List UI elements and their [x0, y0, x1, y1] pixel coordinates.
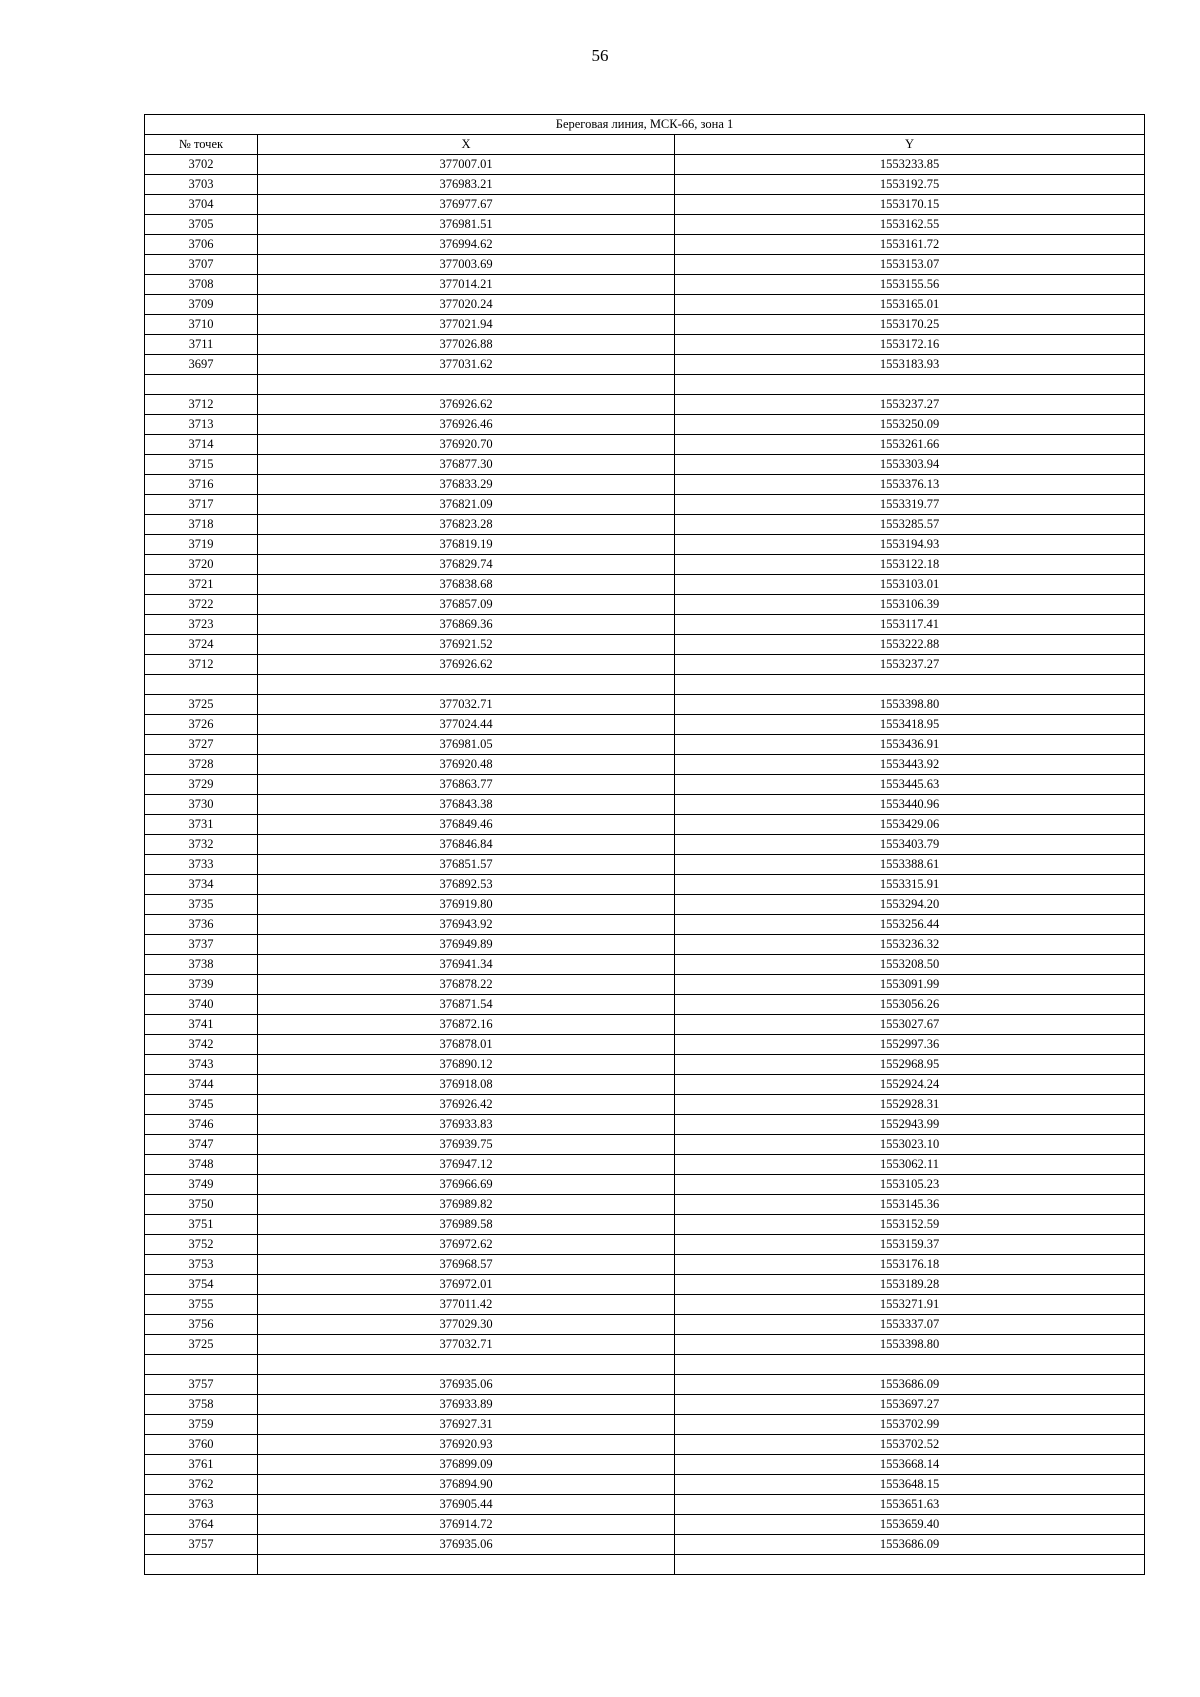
- x-cell: [258, 675, 675, 695]
- point-number-cell: 3761: [145, 1455, 258, 1475]
- y-cell: 1553256.44: [675, 915, 1145, 935]
- x-cell: 377003.69: [258, 255, 675, 275]
- x-cell: 376972.01: [258, 1275, 675, 1295]
- table-body: [145, 155, 1145, 1575]
- table-row: [145, 375, 1145, 395]
- x-cell: 376981.05: [258, 735, 675, 755]
- point-number-cell: 3710: [145, 315, 258, 335]
- y-cell: 1553159.37: [675, 1235, 1145, 1255]
- table-row: [145, 1375, 1145, 1395]
- x-cell: 376989.82: [258, 1195, 675, 1215]
- point-number-cell: [145, 375, 258, 395]
- x-cell: 377024.44: [258, 715, 675, 735]
- point-number-cell: 3712: [145, 395, 258, 415]
- y-cell: 1553153.07: [675, 255, 1145, 275]
- point-number-cell: 3756: [145, 1315, 258, 1335]
- point-number-cell: 3703: [145, 175, 258, 195]
- table-row: [145, 1195, 1145, 1215]
- table-row: [145, 1295, 1145, 1315]
- table-row: [145, 835, 1145, 855]
- point-number-cell: 3716: [145, 475, 258, 495]
- y-cell: 1553294.20: [675, 895, 1145, 915]
- x-cell: 376981.51: [258, 215, 675, 235]
- table-row: [145, 1155, 1145, 1175]
- table-row: [145, 1515, 1145, 1535]
- table-row: [145, 355, 1145, 375]
- x-cell: [258, 1355, 675, 1375]
- x-cell: [258, 375, 675, 395]
- x-cell: 377007.01: [258, 155, 675, 175]
- table-row: [145, 1355, 1145, 1375]
- table-row: [145, 1215, 1145, 1235]
- table-row: [145, 1455, 1145, 1475]
- table-row: [145, 895, 1145, 915]
- y-cell: 1553443.92: [675, 755, 1145, 775]
- table-row: [145, 275, 1145, 295]
- x-cell: 376849.46: [258, 815, 675, 835]
- y-cell: 1553189.28: [675, 1275, 1145, 1295]
- y-cell: 1552968.95: [675, 1055, 1145, 1075]
- x-cell: 376935.06: [258, 1535, 675, 1555]
- point-number-cell: 3728: [145, 755, 258, 775]
- x-cell: 376983.21: [258, 175, 675, 195]
- y-cell: 1553668.14: [675, 1455, 1145, 1475]
- y-cell: 1553103.01: [675, 575, 1145, 595]
- x-cell: 376843.38: [258, 795, 675, 815]
- y-cell: 1553388.61: [675, 855, 1145, 875]
- x-cell: 376926.62: [258, 655, 675, 675]
- y-cell: 1553436.91: [675, 735, 1145, 755]
- x-cell: 376968.57: [258, 1255, 675, 1275]
- y-cell: 1553398.80: [675, 695, 1145, 715]
- y-cell: 1553152.59: [675, 1215, 1145, 1235]
- y-cell: 1553222.88: [675, 635, 1145, 655]
- table-row: [145, 1255, 1145, 1275]
- point-number-cell: 3751: [145, 1215, 258, 1235]
- y-cell: 1553161.72: [675, 235, 1145, 255]
- table-row: [145, 935, 1145, 955]
- point-number-cell: 3727: [145, 735, 258, 755]
- point-number-cell: 3758: [145, 1395, 258, 1415]
- x-cell: 376933.83: [258, 1115, 675, 1135]
- table-row: [145, 535, 1145, 555]
- point-number-cell: 3711: [145, 335, 258, 355]
- table-row: [145, 655, 1145, 675]
- x-cell: 377011.42: [258, 1295, 675, 1315]
- table-row: [145, 295, 1145, 315]
- y-cell: 1553155.56: [675, 275, 1145, 295]
- table-title-row: [145, 115, 1145, 135]
- point-number-cell: 3748: [145, 1155, 258, 1175]
- x-cell: 376926.42: [258, 1095, 675, 1115]
- y-cell: 1553056.26: [675, 995, 1145, 1015]
- x-cell: 376838.68: [258, 575, 675, 595]
- x-cell: 376823.28: [258, 515, 675, 535]
- point-number-cell: 3742: [145, 1035, 258, 1055]
- y-cell: 1552943.99: [675, 1115, 1145, 1135]
- table-row: [145, 1535, 1145, 1555]
- point-number-cell: 3718: [145, 515, 258, 535]
- table-row: [145, 455, 1145, 475]
- point-number-cell: 3723: [145, 615, 258, 635]
- table-row: [145, 495, 1145, 515]
- y-cell: 1553697.27: [675, 1395, 1145, 1415]
- y-cell: 1553091.99: [675, 975, 1145, 995]
- point-number-cell: 3738: [145, 955, 258, 975]
- column-header-point-number: № точек: [145, 135, 258, 155]
- point-number-cell: 3737: [145, 935, 258, 955]
- point-number-cell: 3746: [145, 1115, 258, 1135]
- y-cell: 1552924.24: [675, 1075, 1145, 1095]
- table-row: [145, 855, 1145, 875]
- point-number-cell: 3702: [145, 155, 258, 175]
- point-number-cell: 3764: [145, 1515, 258, 1535]
- x-cell: 377020.24: [258, 295, 675, 315]
- point-number-cell: 3760: [145, 1435, 258, 1455]
- x-cell: 377026.88: [258, 335, 675, 355]
- point-number-cell: 3717: [145, 495, 258, 515]
- y-cell: 1553172.16: [675, 335, 1145, 355]
- table-row: [145, 1495, 1145, 1515]
- y-cell: 1553027.67: [675, 1015, 1145, 1035]
- point-number-cell: 3755: [145, 1295, 258, 1315]
- y-cell: 1553315.91: [675, 875, 1145, 895]
- x-cell: 376941.34: [258, 955, 675, 975]
- y-cell: 1553236.32: [675, 935, 1145, 955]
- table-row: [145, 1015, 1145, 1035]
- y-cell: 1553440.96: [675, 795, 1145, 815]
- y-cell: 1553429.06: [675, 815, 1145, 835]
- x-cell: [258, 1555, 675, 1575]
- x-cell: 376933.89: [258, 1395, 675, 1415]
- table-row: [145, 995, 1145, 1015]
- table-row: [145, 515, 1145, 535]
- point-number-cell: [145, 1555, 258, 1575]
- table-row: [145, 415, 1145, 435]
- x-cell: 376869.36: [258, 615, 675, 635]
- y-cell: 1553702.99: [675, 1415, 1145, 1435]
- y-cell: 1553192.75: [675, 175, 1145, 195]
- point-number-cell: 3752: [145, 1235, 258, 1255]
- x-cell: 376829.74: [258, 555, 675, 575]
- point-number-cell: 3712: [145, 655, 258, 675]
- y-cell: 1553183.93: [675, 355, 1145, 375]
- x-cell: 376947.12: [258, 1155, 675, 1175]
- x-cell: 376878.22: [258, 975, 675, 995]
- y-cell: 1553208.50: [675, 955, 1145, 975]
- table-row: [145, 755, 1145, 775]
- table-row: [145, 315, 1145, 335]
- y-cell: 1553105.23: [675, 1175, 1145, 1195]
- table-row: [145, 1315, 1145, 1335]
- table-row: [145, 175, 1145, 195]
- x-cell: 376926.62: [258, 395, 675, 415]
- y-cell: [675, 1355, 1145, 1375]
- table-row: [145, 1115, 1145, 1135]
- y-cell: [675, 675, 1145, 695]
- x-cell: 376872.16: [258, 1015, 675, 1035]
- page-number: 56: [591, 46, 609, 65]
- x-cell: 376846.84: [258, 835, 675, 855]
- point-number-cell: 3739: [145, 975, 258, 995]
- x-cell: 376819.19: [258, 535, 675, 555]
- table-row: [145, 875, 1145, 895]
- y-cell: 1553659.40: [675, 1515, 1145, 1535]
- y-cell: 1553319.77: [675, 495, 1145, 515]
- point-number-cell: 3753: [145, 1255, 258, 1275]
- x-cell: 376994.62: [258, 235, 675, 255]
- y-cell: 1553233.85: [675, 155, 1145, 175]
- table-row: [145, 395, 1145, 415]
- point-number-cell: 3720: [145, 555, 258, 575]
- point-number-cell: 3714: [145, 435, 258, 455]
- point-number-cell: 3719: [145, 535, 258, 555]
- x-cell: 376921.52: [258, 635, 675, 655]
- point-number-cell: 3759: [145, 1415, 258, 1435]
- y-cell: 1553651.63: [675, 1495, 1145, 1515]
- x-cell: 376939.75: [258, 1135, 675, 1155]
- x-cell: 376871.54: [258, 995, 675, 1015]
- y-cell: 1553445.63: [675, 775, 1145, 795]
- x-cell: 376989.58: [258, 1215, 675, 1235]
- x-cell: 376920.48: [258, 755, 675, 775]
- point-number-cell: 3705: [145, 215, 258, 235]
- point-number-cell: 3754: [145, 1275, 258, 1295]
- y-cell: 1553418.95: [675, 715, 1145, 735]
- y-cell: 1553122.18: [675, 555, 1145, 575]
- y-cell: 1553303.94: [675, 455, 1145, 475]
- x-cell: 376918.08: [258, 1075, 675, 1095]
- x-cell: 377031.62: [258, 355, 675, 375]
- x-cell: 376863.77: [258, 775, 675, 795]
- point-number-cell: 3747: [145, 1135, 258, 1155]
- x-cell: 377014.21: [258, 275, 675, 295]
- x-cell: 376927.31: [258, 1415, 675, 1435]
- table-row: [145, 1055, 1145, 1075]
- x-cell: 376833.29: [258, 475, 675, 495]
- table-row: [145, 435, 1145, 455]
- point-number-cell: 3729: [145, 775, 258, 795]
- point-number-cell: 3697: [145, 355, 258, 375]
- point-number-cell: 3726: [145, 715, 258, 735]
- point-number-cell: [145, 1355, 258, 1375]
- point-number-cell: 3740: [145, 995, 258, 1015]
- point-number-cell: [145, 675, 258, 695]
- point-number-cell: 3745: [145, 1095, 258, 1115]
- y-cell: 1553165.01: [675, 295, 1145, 315]
- table-header-row: [145, 135, 1145, 155]
- x-cell: 376966.69: [258, 1175, 675, 1195]
- table-row: [145, 695, 1145, 715]
- table-row: [145, 1175, 1145, 1195]
- table-row: [145, 1335, 1145, 1355]
- y-cell: 1552928.31: [675, 1095, 1145, 1115]
- y-cell: 1553023.10: [675, 1135, 1145, 1155]
- point-number-cell: 3725: [145, 1335, 258, 1355]
- x-cell: 376877.30: [258, 455, 675, 475]
- table-row: [145, 915, 1145, 935]
- point-number-cell: 3743: [145, 1055, 258, 1075]
- y-cell: 1553648.15: [675, 1475, 1145, 1495]
- table-title: Береговая линия, МСК-66, зона 1: [145, 115, 1145, 135]
- x-cell: 376905.44: [258, 1495, 675, 1515]
- table-row: [145, 955, 1145, 975]
- point-number-cell: 3732: [145, 835, 258, 855]
- point-number-cell: 3725: [145, 695, 258, 715]
- y-cell: 1553271.91: [675, 1295, 1145, 1315]
- y-cell: 1553261.66: [675, 435, 1145, 455]
- y-cell: 1553686.09: [675, 1535, 1145, 1555]
- coordinates-table: [144, 114, 1145, 1575]
- x-cell: 376914.72: [258, 1515, 675, 1535]
- table-row: [145, 795, 1145, 815]
- point-number-cell: 3709: [145, 295, 258, 315]
- y-cell: 1553403.79: [675, 835, 1145, 855]
- point-number-cell: 3708: [145, 275, 258, 295]
- y-cell: 1553250.09: [675, 415, 1145, 435]
- point-number-cell: 3704: [145, 195, 258, 215]
- x-cell: 377021.94: [258, 315, 675, 335]
- y-cell: 1553162.55: [675, 215, 1145, 235]
- x-cell: 377032.71: [258, 1335, 675, 1355]
- point-number-cell: 3730: [145, 795, 258, 815]
- point-number-cell: 3734: [145, 875, 258, 895]
- point-number-cell: 3744: [145, 1075, 258, 1095]
- table-row: [145, 475, 1145, 495]
- y-cell: 1553237.27: [675, 395, 1145, 415]
- table-row: [145, 635, 1145, 655]
- point-number-cell: 3757: [145, 1375, 258, 1395]
- point-number-cell: 3741: [145, 1015, 258, 1035]
- x-cell: 376878.01: [258, 1035, 675, 1055]
- table-row: [145, 715, 1145, 735]
- y-cell: 1553285.57: [675, 515, 1145, 535]
- point-number-cell: 3763: [145, 1495, 258, 1515]
- y-cell: 1553170.25: [675, 315, 1145, 335]
- x-cell: 376926.46: [258, 415, 675, 435]
- table-row: [145, 155, 1145, 175]
- table-row: [145, 335, 1145, 355]
- y-cell: 1553176.18: [675, 1255, 1145, 1275]
- x-cell: 376972.62: [258, 1235, 675, 1255]
- table-row: [145, 1555, 1145, 1575]
- point-number-cell: 3731: [145, 815, 258, 835]
- table-row: [145, 555, 1145, 575]
- y-cell: 1553170.15: [675, 195, 1145, 215]
- table-row: [145, 1075, 1145, 1095]
- x-cell: 376890.12: [258, 1055, 675, 1075]
- y-cell: 1553117.41: [675, 615, 1145, 635]
- y-cell: 1553237.27: [675, 655, 1145, 675]
- y-cell: 1553145.36: [675, 1195, 1145, 1215]
- table-row: [145, 1035, 1145, 1055]
- point-number-cell: 3722: [145, 595, 258, 615]
- table-row: [145, 575, 1145, 595]
- y-cell: 1553702.52: [675, 1435, 1145, 1455]
- y-cell: 1553376.13: [675, 475, 1145, 495]
- point-number-cell: 3733: [145, 855, 258, 875]
- x-cell: 376949.89: [258, 935, 675, 955]
- x-cell: 376920.70: [258, 435, 675, 455]
- x-cell: 377032.71: [258, 695, 675, 715]
- x-cell: 376851.57: [258, 855, 675, 875]
- point-number-cell: 3713: [145, 415, 258, 435]
- table-row: [145, 1235, 1145, 1255]
- column-header-y: Y: [675, 135, 1145, 155]
- table-row: [145, 735, 1145, 755]
- point-number-cell: 3736: [145, 915, 258, 935]
- column-header-x: X: [258, 135, 675, 155]
- point-number-cell: 3757: [145, 1535, 258, 1555]
- table-row: [145, 1395, 1145, 1415]
- x-cell: 376894.90: [258, 1475, 675, 1495]
- table-row: [145, 1435, 1145, 1455]
- y-cell: 1553686.09: [675, 1375, 1145, 1395]
- x-cell: 376899.09: [258, 1455, 675, 1475]
- table-row: [145, 1415, 1145, 1435]
- table-row: [145, 815, 1145, 835]
- table-row: [145, 1475, 1145, 1495]
- table-row: [145, 1275, 1145, 1295]
- table-row: [145, 235, 1145, 255]
- table-row: [145, 1135, 1145, 1155]
- table-row: [145, 595, 1145, 615]
- x-cell: 376920.93: [258, 1435, 675, 1455]
- y-cell: [675, 375, 1145, 395]
- point-number-cell: 3735: [145, 895, 258, 915]
- y-cell: 1553106.39: [675, 595, 1145, 615]
- point-number-cell: 3749: [145, 1175, 258, 1195]
- y-cell: 1553337.07: [675, 1315, 1145, 1335]
- point-number-cell: 3707: [145, 255, 258, 275]
- y-cell: 1553194.93: [675, 535, 1145, 555]
- x-cell: 376935.06: [258, 1375, 675, 1395]
- point-number-cell: 3706: [145, 235, 258, 255]
- table-row: [145, 675, 1145, 695]
- table-row: [145, 615, 1145, 635]
- x-cell: 377029.30: [258, 1315, 675, 1335]
- table-row: [145, 1095, 1145, 1115]
- y-cell: [675, 1555, 1145, 1575]
- point-number-cell: 3724: [145, 635, 258, 655]
- point-number-cell: 3762: [145, 1475, 258, 1495]
- table-row: [145, 255, 1145, 275]
- x-cell: 376919.80: [258, 895, 675, 915]
- point-number-cell: 3750: [145, 1195, 258, 1215]
- x-cell: 376857.09: [258, 595, 675, 615]
- table-row: [145, 775, 1145, 795]
- y-cell: 1552997.36: [675, 1035, 1145, 1055]
- y-cell: 1553062.11: [675, 1155, 1145, 1175]
- x-cell: 376977.67: [258, 195, 675, 215]
- table-row: [145, 215, 1145, 235]
- x-cell: 376892.53: [258, 875, 675, 895]
- x-cell: 376821.09: [258, 495, 675, 515]
- point-number-cell: 3715: [145, 455, 258, 475]
- point-number-cell: 3721: [145, 575, 258, 595]
- x-cell: 376943.92: [258, 915, 675, 935]
- table-row: [145, 195, 1145, 215]
- y-cell: 1553398.80: [675, 1335, 1145, 1355]
- table-row: [145, 975, 1145, 995]
